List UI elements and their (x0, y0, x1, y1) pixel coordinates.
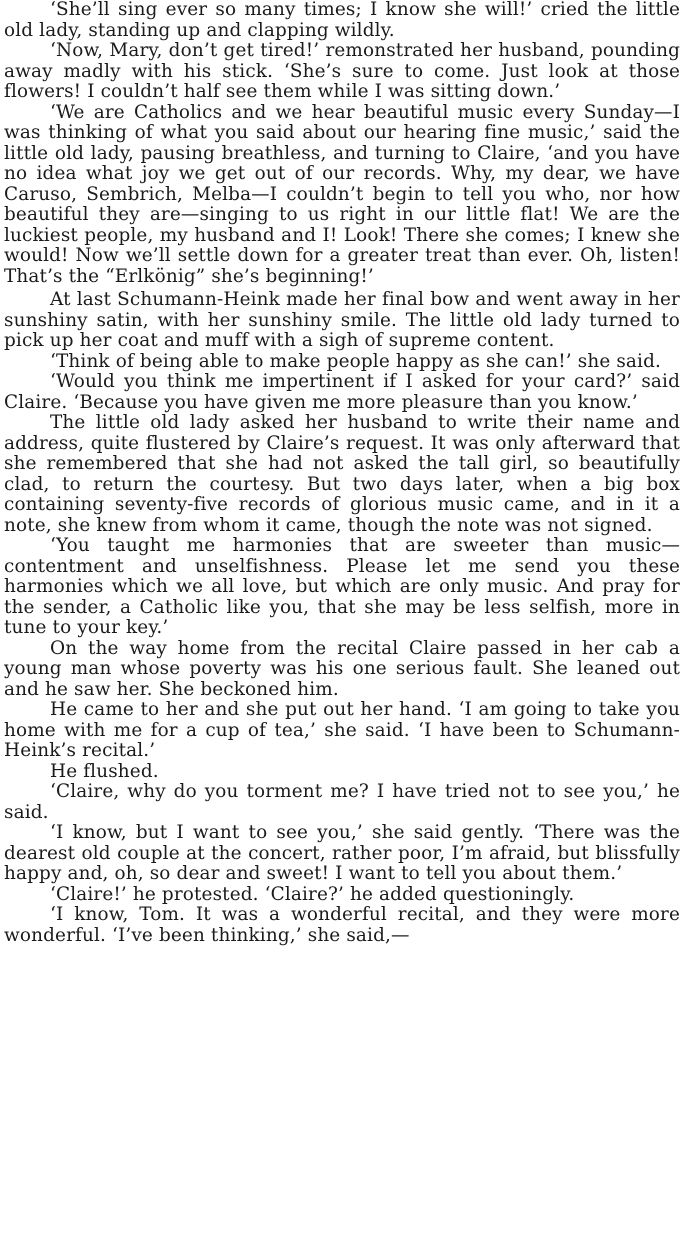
paragraph: He came to her and she put out her hand. ‘I am going to take you home with me for a cup of tea,’ she said. ‘I have been to Schumann-Heink’s recital.’ (4, 699, 680, 761)
paragraph: ‘She’ll sing ever so many times; I know she will!’ cried the little old lady, standing up and clapping wildly. (4, 0, 680, 41)
paragraph: The little old lady asked her husband to write their name and address, quite flustered by Claire’s request. It was only afterward that she remembered that she had not asked the tall girl, so beautifully clad, to return the courtesy. But two days later, when a big box containing seventy-five records of glorious music came, and in it a note, she knew from whom it came, though the note was not signed. (4, 412, 680, 536)
paragraph: ‘Would you think me impertinent if I asked for your card?’ said Claire. ‘Because you have given me more pleasure than you know.’ (4, 371, 680, 413)
paragraph: He flushed. (50, 760, 159, 782)
paragraph: On the way home from the recital Claire passed in her cab a young man whose poverty was his one serious fault. She leaned out and he saw her. She beckoned him. (4, 637, 680, 700)
paragraph: ‘Think of being able to make people happy as she can!’ she said. (50, 350, 661, 372)
paragraph: ‘We are Catholics and we hear beautiful music every Sunday—I was thinking of what you said about our hearing fine music,’ said the little old lady, pausing breathless, and turning to Claire, ‘and you have no idea what joy we get out of our records. Why, my dear, we have Caruso, Sembrich, Melba—I couldn’t begin to tell you who, nor how beautiful they are—singing to us right in our little flat! We are the luckiest people, my husband and I! Look! There she comes; I knew she would! Now we’ll settle down for a greater treat than ever. Oh, listen! That’s the “Erlkönig” she’s beginning!’ (4, 101, 680, 287)
article-column (4, 0, 680, 1250)
paragraph: ‘You taught me harmonies that are sweeter than music—contentment and unselfishness. Please let me send you these harmonies which we all love, but which are only music. And pray for the sender, a Catholic like you, that she may be less selfish, more in tune to your key.’ (4, 535, 680, 638)
paragraph: ‘Claire, why do you torment me? I have tried not to see you,’ he said. (4, 781, 680, 823)
paragraph: ‘I know, but I want to see you,’ she said gently. ‘There was the dearest old couple at the concert, rather poor, I’m afraid, but blissfully happy and, oh, so dear and sweet! I want to tell you about them.’ (4, 822, 680, 884)
paragraph: ‘I know, Tom. It was a wonderful recital, and they were more wonderful. ‘I’ve been thinking,’ she said,— (4, 904, 680, 946)
paragraph: ‘Claire!’ he protested. ‘Claire?’ he added questioningly. (50, 883, 575, 905)
paragraph: ‘Now, Mary, don’t get tired!’ remonstrated her husband, pounding away madly with his stick. ‘She’s sure to come. Just look at those flowers! I couldn’t half see them while I was sitting down.’ (4, 40, 680, 102)
paragraph: At last Schumann-Heink made her final bow and went away in her sunshiny satin, with her sunshiny smile. The little old lady turned to pick up her coat and muff with a sigh of supreme content. (4, 289, 680, 351)
